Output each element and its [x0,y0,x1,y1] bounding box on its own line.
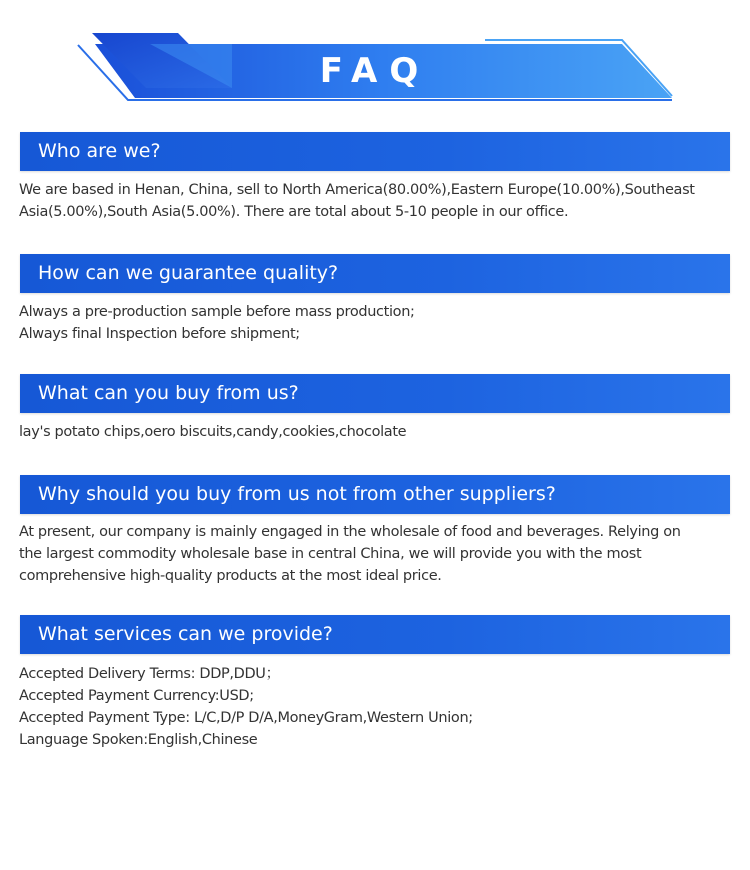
faq-question: Why should you buy from us not from other suppliers? [38,483,556,505]
faq-question-bar [20,615,730,654]
faq-answer [19,421,731,443]
faq-answer-line: Accepted Payment Currency:USD; [19,688,254,704]
faq-answer-line: Language Spoken:English,Chinese [19,732,258,748]
faq-question: How can we guarantee quality? [38,262,339,284]
faq-answer-line: comprehensive high-quality products at the most ideal price. [19,568,442,584]
faq-answer-line: At present, our company is mainly engaged in the wholesale of food and beverages. Relying on [19,524,681,540]
banner-title: FAQ [319,51,431,91]
faq-banner [0,0,750,120]
faq-answer [19,301,731,345]
faq-answer-line: the largest commodity wholesale base in central China, we will provide you with the most [19,546,642,562]
faq-answer-line: Accepted Payment Type: L/C,D/P D/A,MoneyGram,Western Union; [19,710,473,726]
faq-answer [19,179,731,223]
faq-answer-line: lay's potato chips,oero biscuits,candy,cookies,chocolate [19,424,407,440]
faq-question: What services can we provide? [38,623,333,645]
faq-answer-line: Accepted Delivery Terms: DDP,DDU； [19,666,280,682]
faq-answer-line: Asia(5.00%),South Asia(5.00%). There are total about 5-10 people in our office. [19,204,569,220]
faq-answer-line: We are based in Henan, China, sell to North America(80.00%),Eastern Europe(10.00%),Southeast [19,182,695,198]
faq-question: What can you buy from us? [38,382,299,404]
faq-question: Who are we? [38,140,161,162]
faq-answer-line: Always final Inspection before shipment; [19,326,300,342]
faq-question-bar [20,475,730,514]
faq-question-bar [20,374,730,413]
faq-answer [19,663,731,751]
faq-answer [19,521,731,587]
faq-question-bar [20,254,730,293]
faq-answer-line: Always a pre-production sample before mass production; [19,304,415,320]
faq-question-bar [20,132,730,171]
